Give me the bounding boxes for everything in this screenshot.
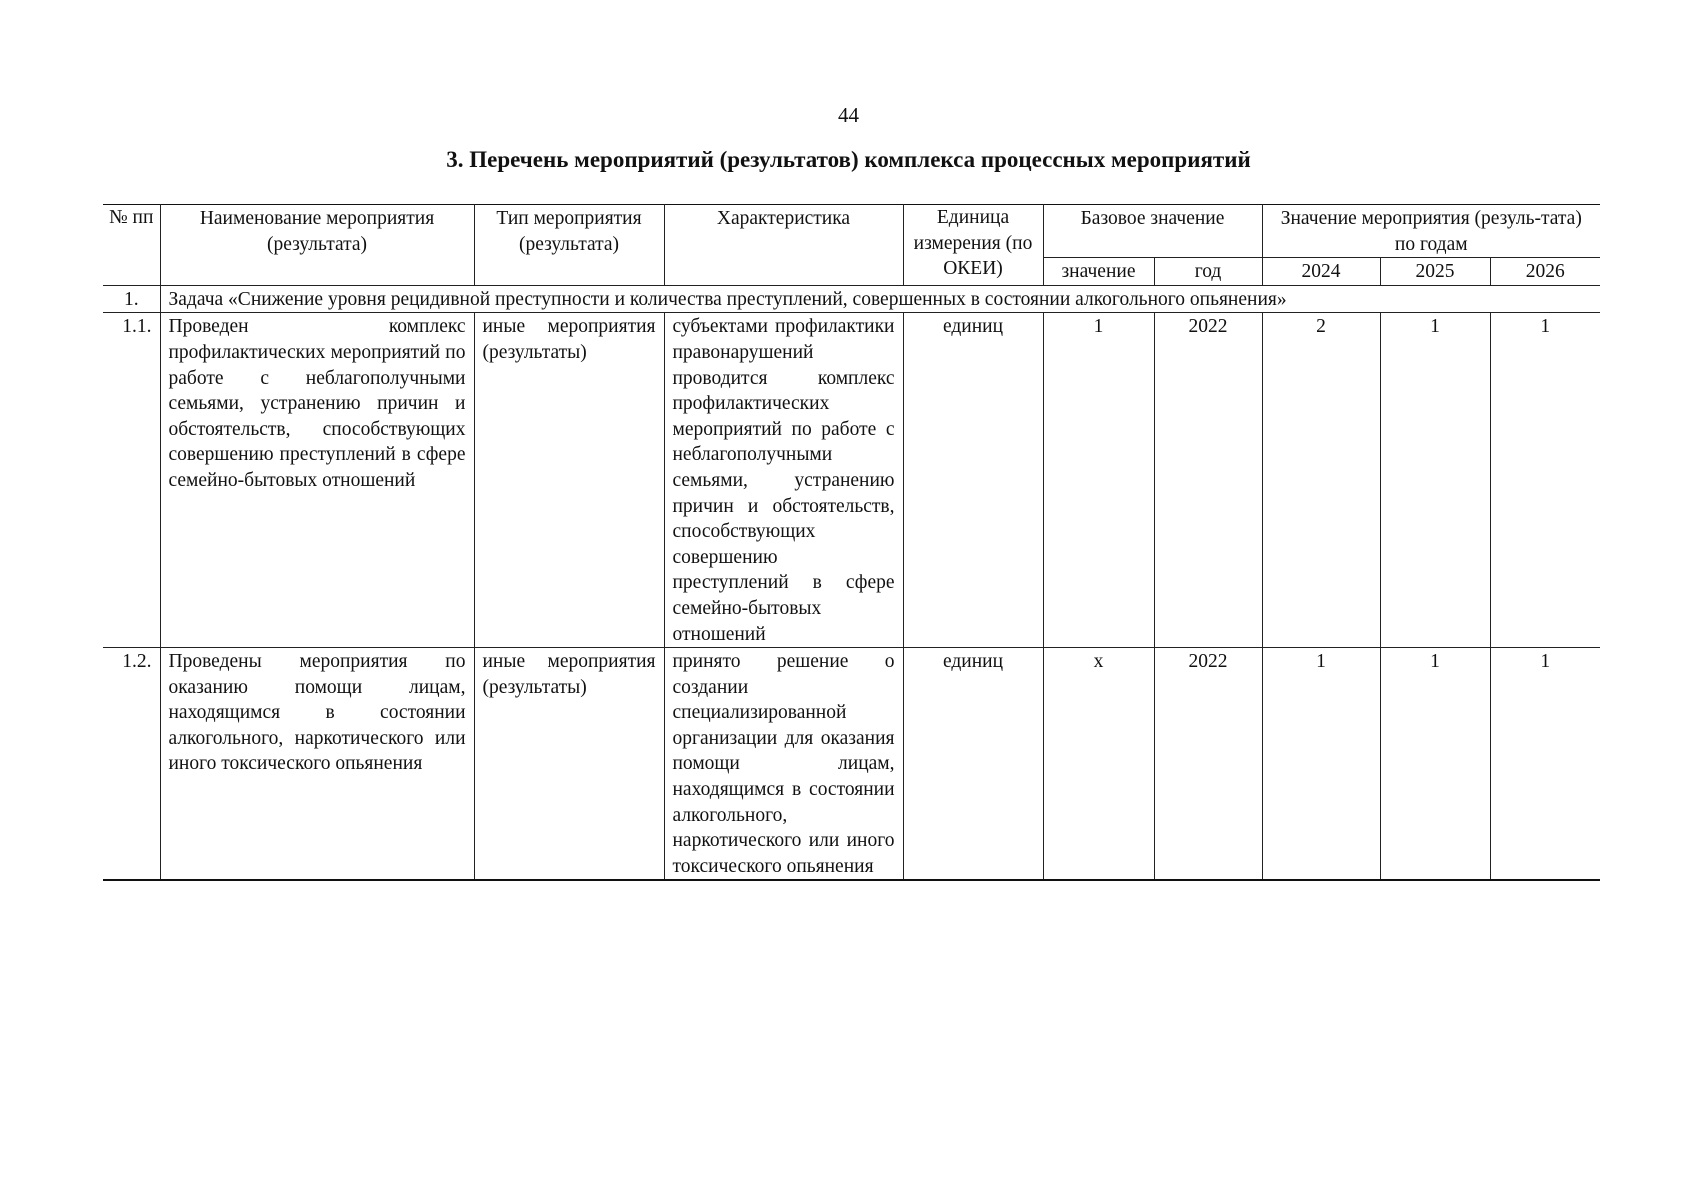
table-row bbox=[103, 648, 1600, 881]
row-num: 1.2. bbox=[103, 648, 160, 881]
row-value-2024: 2 bbox=[1262, 313, 1380, 648]
task-text: Задача «Снижение уровня рецидивной преступности и количества преступлений, совершенных в состоянии алкогольного опьянения» bbox=[160, 285, 1600, 313]
header-years-group: Значение мероприятия (резуль-тата) по годам bbox=[1262, 205, 1600, 258]
table-row bbox=[103, 313, 1600, 648]
row-name: Проведены мероприятия по оказанию помощи лицам, находящимся в состоянии алкогольного, наркотического или иного токсического опьянения bbox=[160, 648, 474, 881]
header-name: Наименование мероприятия (результата) bbox=[160, 205, 474, 286]
row-value-2026: 1 bbox=[1490, 648, 1600, 881]
header-year-1: 2024 bbox=[1262, 258, 1380, 286]
row-type: иные мероприятия (результаты) bbox=[474, 648, 664, 881]
header-type: Тип мероприятия (результата) bbox=[474, 205, 664, 286]
header-base-group: Базовое значение bbox=[1043, 205, 1262, 258]
page-title: 3. Перечень мероприятий (результатов) комплекса процессных мероприятий bbox=[446, 147, 1251, 172]
row-base-year: 2022 bbox=[1154, 648, 1262, 881]
task-row bbox=[103, 285, 1600, 313]
header-year-3: 2026 bbox=[1490, 258, 1600, 286]
events-table bbox=[103, 204, 1600, 881]
row-value-2024: 1 bbox=[1262, 648, 1380, 881]
row-type: иные мероприятия (результаты) bbox=[474, 313, 664, 648]
row-name: Проведен комплекс профилактических мероприятий по работе с неблагополучными семьями, устранению причин и обстоятельств, способствующих совершению преступлений в сфере семейно-бытовых отношений bbox=[160, 313, 474, 648]
row-unit: единиц bbox=[903, 648, 1043, 881]
row-base-value: 1 bbox=[1043, 313, 1154, 648]
header-unit: Единица измерения (по ОКЕИ) bbox=[903, 205, 1043, 286]
table-header-row bbox=[103, 205, 1600, 258]
header-base-year: год bbox=[1154, 258, 1262, 286]
header-num: № пп bbox=[103, 205, 160, 286]
row-characteristic: субъектами профилактики правонарушений проводится комплекс профилактических мероприятий по работе с неблагополучными семьями, устранению причин и обстоятельств, способствующих совершению преступлений в сфере семейно-бытовых отношений bbox=[664, 313, 903, 648]
row-value-2025: 1 bbox=[1380, 648, 1490, 881]
row-characteristic: принято решение о создании специализированной организации для оказания помощи лицам, находящимся в состоянии алкогольного, наркотического или иного токсического опьянения bbox=[664, 648, 903, 881]
task-num: 1. bbox=[103, 285, 160, 313]
row-value-2025: 1 bbox=[1380, 313, 1490, 648]
header-characteristic: Характеристика bbox=[664, 205, 903, 286]
row-base-year: 2022 bbox=[1154, 313, 1262, 648]
page-number: 44 bbox=[838, 103, 859, 127]
row-value-2026: 1 bbox=[1490, 313, 1600, 648]
header-year-2: 2025 bbox=[1380, 258, 1490, 286]
row-unit: единиц bbox=[903, 313, 1043, 648]
row-num: 1.1. bbox=[103, 313, 160, 648]
row-base-value: х bbox=[1043, 648, 1154, 881]
header-base-value: значение bbox=[1043, 258, 1154, 286]
